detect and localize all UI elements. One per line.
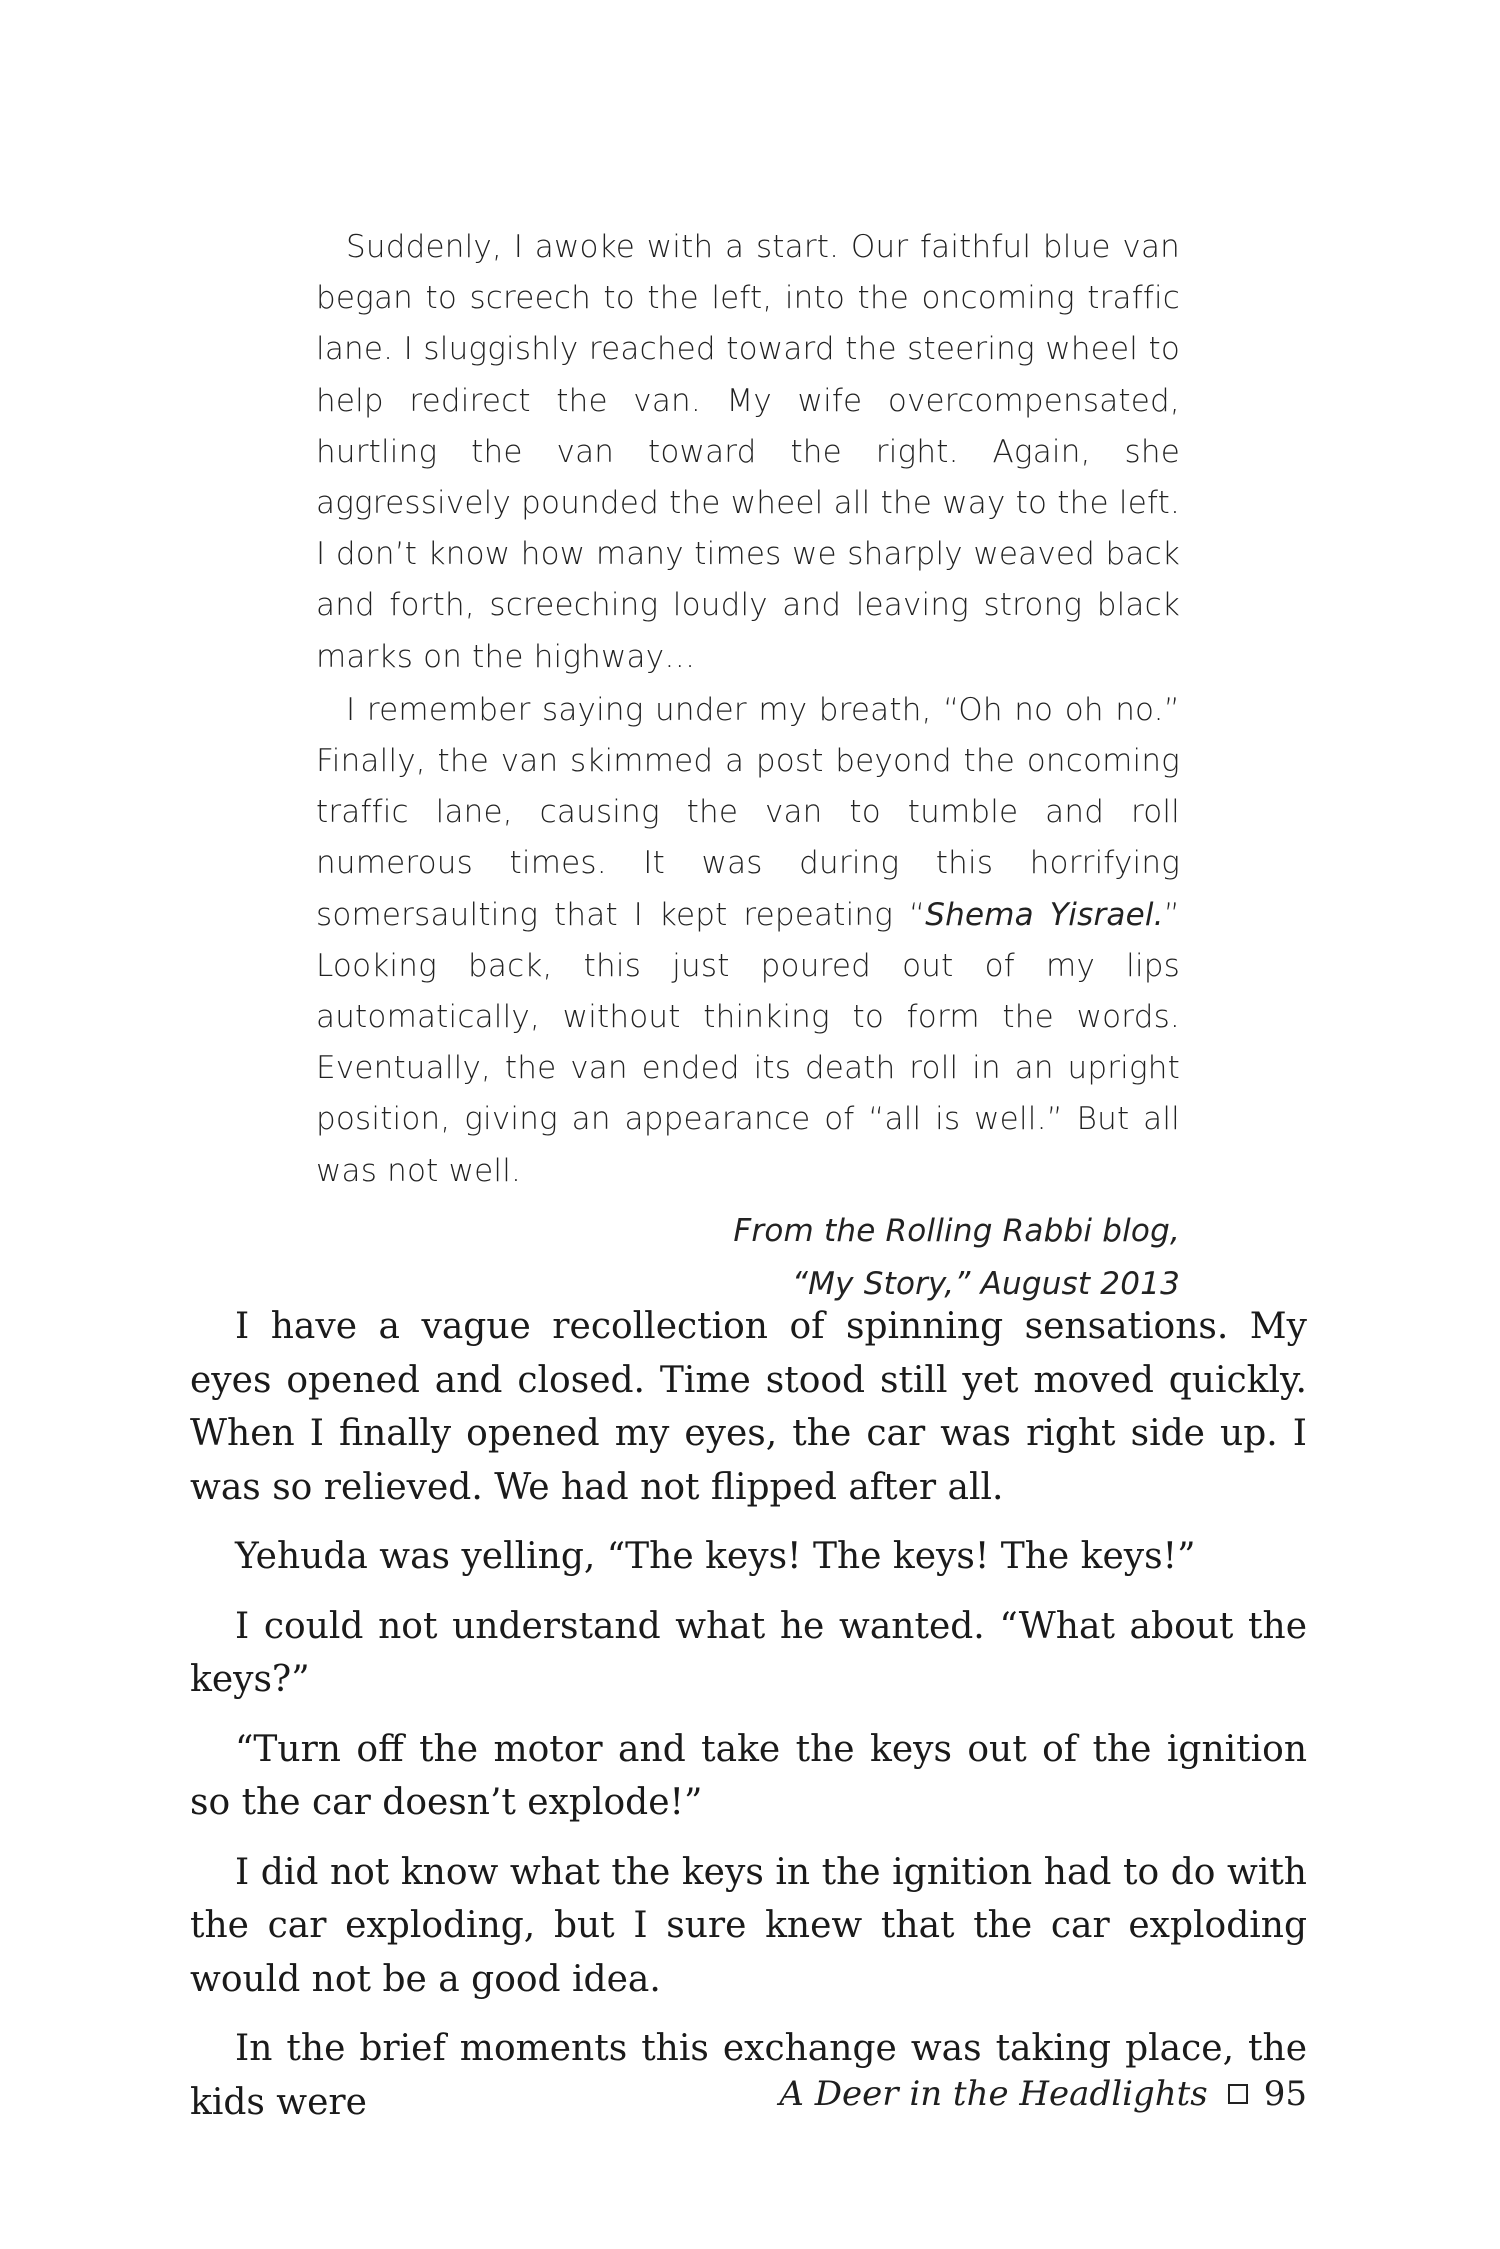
page-footer xyxy=(779,2072,1307,2116)
body-paragraph-3: I could not understand what he wanted. “What about the keys?” xyxy=(190,1605,1307,1700)
body-paragraph-6: In the brief moments this exchange was taking place, the kids were xyxy=(190,2028,1307,2123)
quote-paragraph-1: Suddenly, I awoke with a start. Our faithful blue van began to screech to the left, into the oncoming traffic lane. I sluggishly reached toward the steering wheel to help redirect the van. My wife overcompensated, hurtling the van toward the right. Again, she aggressively pounded the wheel all the way to the left. I don’t know how many times we sharply weaved back and forth, screeching loudly and leaving strong black marks on the highway… xyxy=(316,229,1180,675)
body-paragraph-2: Yehuda was yelling, “The keys! The keys! The keys!” xyxy=(235,1536,1196,1577)
square-separator-icon xyxy=(1228,2084,1248,2104)
attribution-line-2: “My Story,” August 2013 xyxy=(791,1265,1180,1302)
quote-emphasis: Shema Yisrael. xyxy=(925,896,1164,933)
block-quote xyxy=(316,222,1180,1311)
quote-paragraph-2-text-b: ” Looking back, this just poured out of my lips automatically, without thinking to form the words. Eventually, the van ended its death roll in an upright position, giving an appearance of “all is well.” But all was not well. xyxy=(316,896,1180,1189)
quote-attribution xyxy=(316,1205,1180,1311)
quote-paragraph-2 xyxy=(316,685,1180,1197)
body-text xyxy=(190,1300,1307,2129)
page-number: 95 xyxy=(1263,2074,1307,2114)
body-paragraph-5: I did not know what the keys in the ignition had to do with the car exploding, but I sure knew that the car exploding would not be a good idea. xyxy=(190,1851,1307,2000)
body-paragraph-1: I have a vague recollection of spinning sensations. My eyes opened and closed. Time stood still yet moved quickly. When I finally opened my eyes, the car was right side up. I was so relieved. We had not flipped after all. xyxy=(190,1306,1307,1508)
body-paragraph-4: “Turn off the motor and take the keys out of the ignition so the car doesn’t explode!” xyxy=(190,1728,1307,1823)
quote-paragraph-2-text-a: I remember saying under my breath, “Oh no oh no.” Finally, the van skimmed a post beyond the oncoming traffic lane, causing the van to tumble and roll numerous times. It was during this horrifying somersaulting that I kept repeating “ xyxy=(316,691,1180,933)
attribution-line-1: From the Rolling Rabbi blog, xyxy=(733,1212,1180,1249)
running-title: A Deer in the Headlights xyxy=(779,2074,1208,2114)
